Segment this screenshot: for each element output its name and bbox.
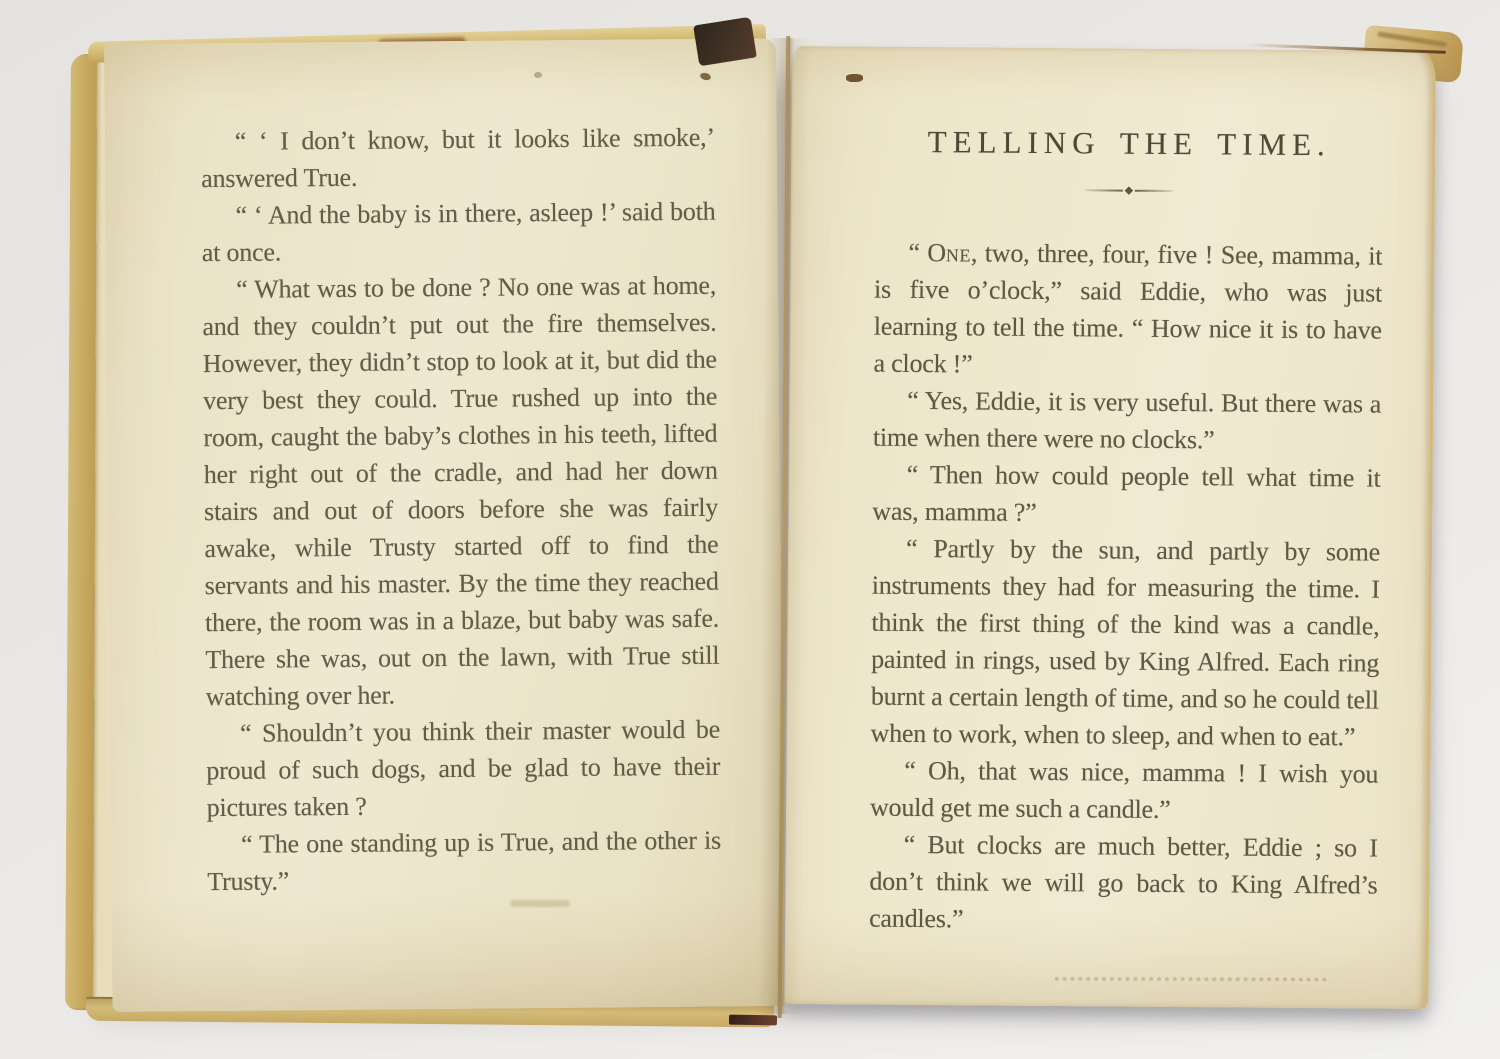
paragraph xyxy=(207,822,722,900)
paragraph xyxy=(201,193,716,271)
page-smudge xyxy=(510,900,570,907)
paragraph xyxy=(869,826,1378,941)
page-right xyxy=(784,46,1436,1009)
show-through-marks xyxy=(1055,971,1327,982)
divider-line-right xyxy=(1135,190,1173,192)
page-speck xyxy=(846,74,863,82)
right-page-text xyxy=(869,123,1384,987)
text-run: , two, three, four, five ! See, mamma, it is five o’clock,” said Eddie, who was just learning to tell the time. “ How nice it is to have a clock !” xyxy=(873,238,1383,379)
page-speck xyxy=(534,72,542,78)
paragraph xyxy=(873,234,1382,386)
text-run: “ ‘ And the baby is in there, asleep !’ said both at once. xyxy=(201,196,716,268)
corner-wear-streak xyxy=(1377,31,1447,47)
text-run: “ Shouldn’t you think their master would be proud of such dogs, and be glad to have their pictures taken ? xyxy=(206,714,721,823)
text-run: “ Partly by the sun, and partly by some instruments they had for measuring the time. I think the first thing of the kind was a candle, painted in rings, used by King Alfred. Each ring burnt a certain length of time, and so he could tell when to work, when to sleep, and when to eat.” xyxy=(870,533,1381,752)
text-run: “ The one standing up is True, and the other is Trusty.” xyxy=(207,825,722,897)
title-divider xyxy=(1074,187,1184,194)
text-run: “ Yes, Eddie, it is very useful. But there was a time when there were no clocks.” xyxy=(872,385,1382,455)
paragraph xyxy=(201,119,716,197)
text-run: “ Then how could people tell what time it was, mamma ?” xyxy=(872,459,1381,527)
text-run: ne xyxy=(945,238,972,268)
cover-patch-spine-bottom xyxy=(729,1015,777,1026)
left-page-text xyxy=(201,119,723,1019)
text-run: “ But clocks are much better, Eddie ; so I don’t think we will go back to King Alfred’s candles.” xyxy=(869,829,1378,934)
text-run: “ Oh, that was nice, mamma ! I wish you would get me such a candle.” xyxy=(869,755,1379,824)
page-left xyxy=(104,38,784,1012)
text-run: “ ‘ I don’t know, but it looks like smoke,’ answered True. xyxy=(201,122,715,194)
text-run: “ O xyxy=(908,237,947,268)
paragraph xyxy=(870,752,1379,830)
paragraph xyxy=(873,382,1382,460)
divider-line-left xyxy=(1085,189,1123,191)
divider-diamond xyxy=(1125,186,1133,194)
chapter-title: TELLING THE TIME. xyxy=(927,124,1331,163)
text-run: “ What was to be done ? No one was at home, and they couldn’t put out the fire themselves. However, they didn’t stop to look at it, but did the very best they could. True rushed up into the room, caught the baby’s clothes in his teeth, lifted her right out of the cradle, and had her down stairs and out of doors before she was fairly awake, while Trusty started off to find the servants and his master. By the time they reached there, the room was in a blaze, but baby was safe. There she was, out on the lawn, with True still watching over her. xyxy=(202,270,720,712)
paragraph xyxy=(872,456,1381,534)
paragraph xyxy=(870,530,1380,756)
right-page-paragraphs xyxy=(869,234,1383,941)
paragraph xyxy=(206,711,721,826)
paragraph xyxy=(202,267,720,715)
